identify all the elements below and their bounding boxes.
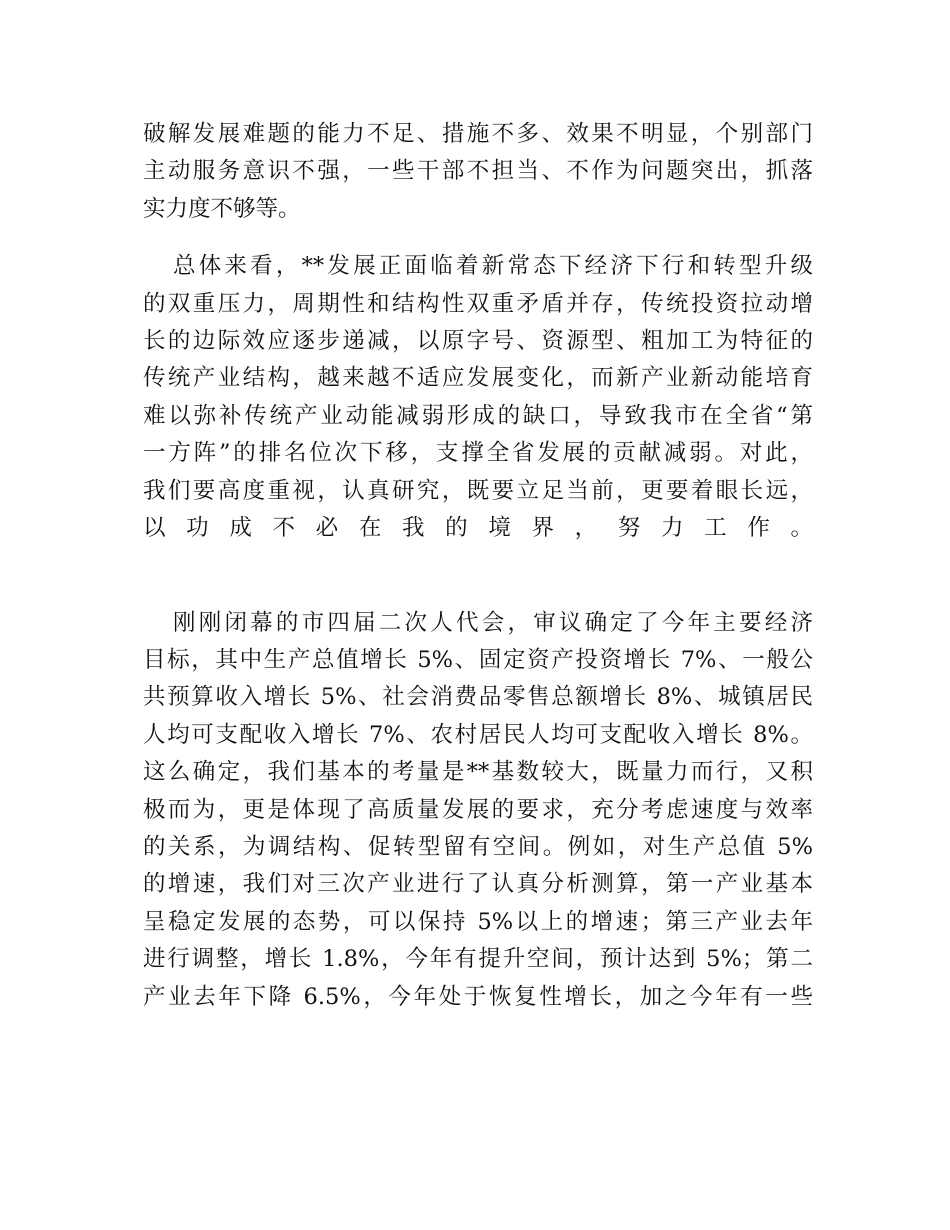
text-line: 一方阵”的排名位次下移，支撑全省发展的贡献减弱。对此， (143, 440, 813, 467)
text-line: 产业去年下降 6.5%，今年处于恢复性增长，加之今年有一些 (143, 983, 813, 1010)
text-line: 难以弥补传统产业动能减弱形成的缺口，导致我市在全省“第 (143, 402, 813, 429)
document-body (143, 116, 813, 1016)
text-line: 的增速，我们对三次产业进行了认真分析测算，第一产业基本 (143, 871, 813, 898)
text-line: 以功成不必在我的境界，努力工作。 (143, 514, 813, 541)
text-line: 呈稳定发展的态势，可以保持 5%以上的增速；第三产业去年 (143, 908, 813, 935)
paragraph-2 (143, 248, 813, 585)
paragraph-1 (143, 116, 813, 228)
text-line: 这么确定，我们基本的考量是**基数较大，既量力而行，又积 (143, 759, 813, 786)
text-line: 目标，其中生产总值增长 5%、固定资产投资增长 7%、一般公 (143, 647, 813, 674)
text-line: 的关系，为调结构、促转型留有空间。例如，对生产总值 5% (143, 834, 813, 861)
text-line (143, 547, 813, 584)
text-line: 长的边际效应逐步递减，以原字号、资源型、粗加工为特征的 (143, 327, 813, 354)
text-line: 我们要高度重视，认真研究，既要立足当前，更要着眼长远， (143, 477, 813, 504)
paragraph-3 (143, 605, 813, 1016)
text-line: 刚刚闭幕的市四届二次人代会，审议确定了今年主要经济 (173, 609, 813, 636)
text-line: 共预算收入增长 5%、社会消费品零售总额增长 8%、城镇居民 (143, 684, 813, 711)
text-line: 破解发展难题的能力不足、措施不多、效果不明显，个别部门 (143, 121, 813, 147)
text-line: 人均可支配收入增长 7%、农村居民人均可支配收入增长 8%。 (143, 721, 813, 748)
text-line: 的双重压力，周期性和结构性双重矛盾并存，传统投资拉动增 (143, 290, 813, 317)
text-line: 实力度不够等。 (143, 195, 301, 222)
text-line: 传统产业结构，越来越不适应发展变化，而新产业新动能培育 (143, 365, 813, 392)
text-line: 总体来看，**发展正面临着新常态下经济下行和转型升级 (173, 253, 813, 280)
text-line: 极而为，更是体现了高质量发展的要求，充分考虑速度与效率 (143, 796, 813, 823)
text-line: 进行调整，增长 1.8%，今年有提升空间，预计达到 5%；第二 (143, 946, 813, 973)
text-line: 主动服务意识不强，一些干部不担当、不作为问题突出，抓落 (143, 158, 813, 185)
